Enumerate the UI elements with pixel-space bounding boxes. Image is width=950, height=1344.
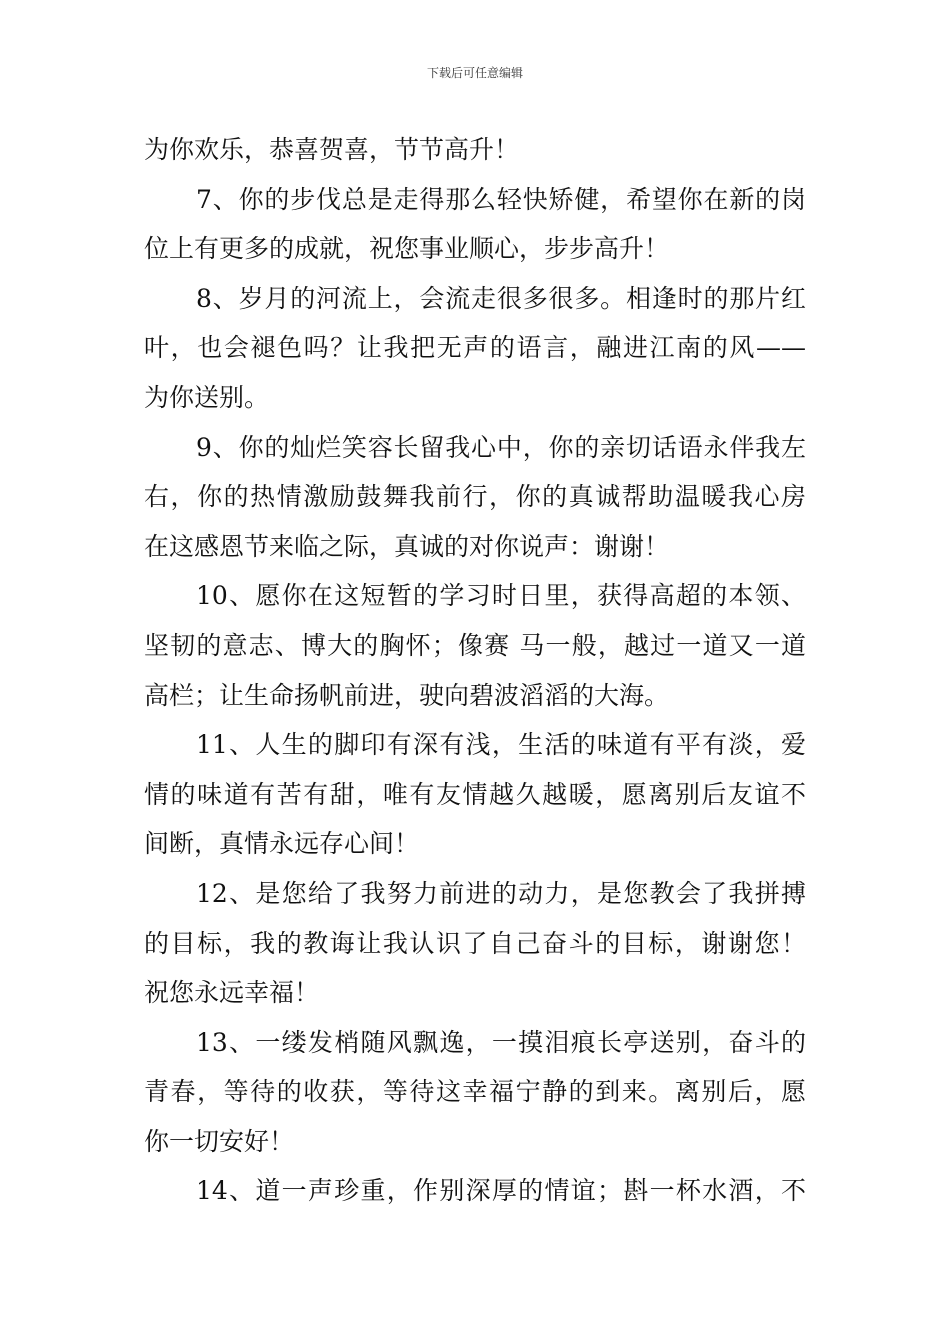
text-line: 你一切安好！: [144, 1126, 295, 1156]
text-line: 位上有更多的成就，祝您事业顺心，步步高升！: [144, 234, 670, 264]
text-line: 10、愿你在这短暂的学习时日里，获得高超的本领、: [196, 581, 806, 611]
text-line: 9、你的灿烂笑容长留我心中，你的亲切话语永伴我左: [196, 432, 806, 462]
text-line: 7、你的步伐总是走得那么轻快矫健，希望你在新的岗: [196, 184, 806, 214]
text-line: 11、人生的脚印有深有浅，生活的味道有平有淡，爱: [196, 730, 806, 760]
text-line: 间断，真情永远存心间！: [144, 829, 420, 859]
text-line: 高栏；让生命扬帆前进，驶向碧波滔滔的大海。: [144, 680, 670, 710]
text-line: 的目标，我的教诲让我认识了自己奋斗的目标，谢谢您！: [144, 928, 806, 958]
text-line: 青春，等待的收获，等待这幸福宁静的到来。离别后，愿: [144, 1077, 806, 1107]
text-line: 在这感恩节来临之际，真诚的对你说声：谢谢！: [144, 531, 670, 561]
text-line: 右，你的热情激励鼓舞我前行，你的真诚帮助温暖我心房: [144, 482, 806, 512]
text-line: 13、一缕发梢随风飘逸，一摸泪痕长亭送别，奋斗的: [196, 1027, 806, 1057]
page-header: 下载后可任意编辑: [426, 66, 523, 80]
text-line: 情的味道有苦有甜，唯有友情越久越暖，愿离别后友谊不: [144, 779, 806, 809]
text-line: 14、道一声珍重，作别深厚的情谊；斟一杯水酒，不: [196, 1176, 806, 1206]
text-line: 为你送别。: [144, 382, 270, 412]
document-body: [144, 125, 806, 1216]
text-line: 叶，也会褪色吗？让我把无声的语言，融进江南的风——: [144, 333, 806, 363]
text-line: 12、是您给了我努力前进的动力，是您教会了我拼搏: [196, 878, 806, 908]
text-line: 8、岁月的河流上，会流走很多很多。相逢时的那片红: [196, 283, 806, 313]
text-line: 祝您永远幸福！: [144, 978, 320, 1008]
text-line: 为你欢乐，恭喜贺喜，节节高升！: [144, 135, 520, 164]
text-line: 坚韧的意志、博大的胸怀；像赛 马一般，越过一道又一道: [144, 630, 806, 660]
